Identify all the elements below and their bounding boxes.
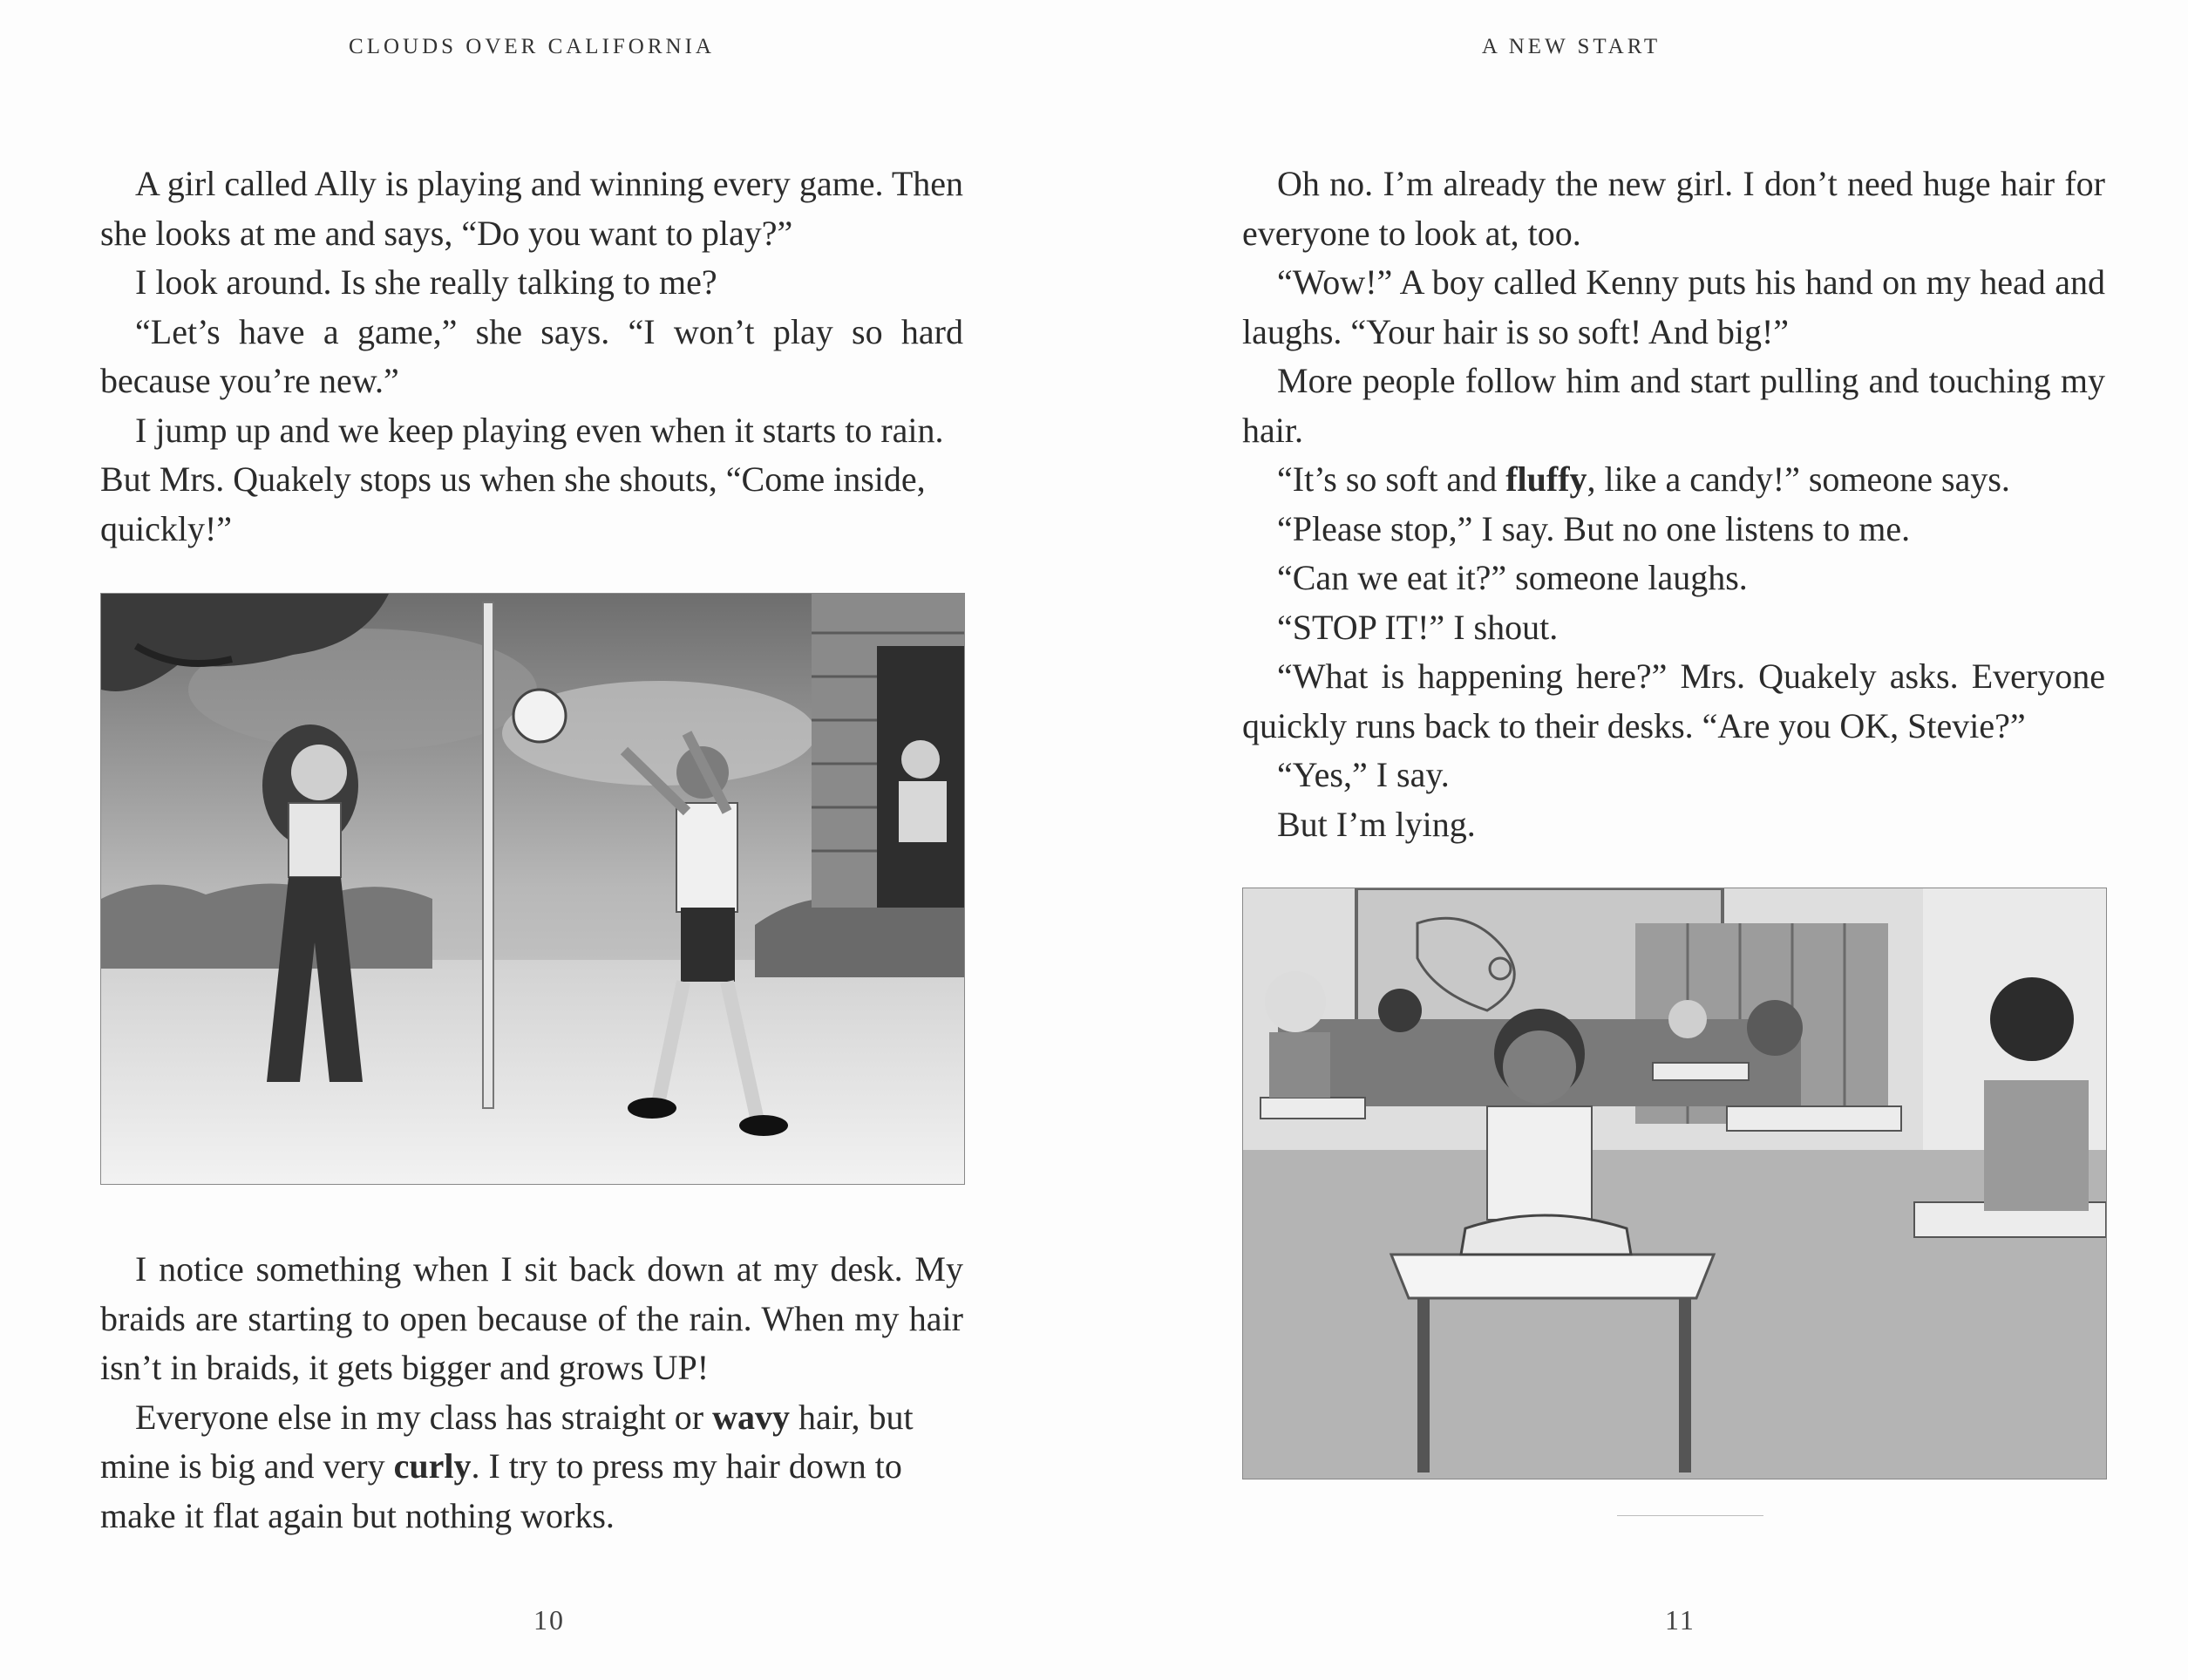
left-bottom-text xyxy=(100,1245,963,1541)
paragraph xyxy=(1242,455,2105,505)
text-run: , like a candy!” someone says. xyxy=(1587,459,2010,499)
paragraph: Oh no. I’m already the new girl. I don’t need huge hair for everyone to look at, too. xyxy=(1242,164,2105,253)
paragraph: “Can we eat it?” someone laughs. xyxy=(1277,558,1748,597)
playground-illustration xyxy=(100,593,965,1185)
paragraph xyxy=(100,1393,963,1541)
right-top-text xyxy=(1242,160,2105,849)
paragraph: More people follow him and start pulling and touching my hair. xyxy=(1242,361,2105,450)
running-head-left: CLOUDS OVER CALIFORNIA xyxy=(349,35,715,58)
bold-word: fluffy xyxy=(1505,459,1587,499)
paragraph: But I’m lying. xyxy=(1277,804,1476,844)
page-number-left: 10 xyxy=(533,1604,565,1636)
paragraph: A girl called Ally is playing and winning every game. Then she looks at me and says, “Do you want to play?” xyxy=(100,164,963,253)
bold-word: wavy xyxy=(712,1397,790,1437)
paragraph: “Wow!” A boy called Kenny puts his hand on my head and laughs. “Your hair is so soft! And big!” xyxy=(1242,262,2105,351)
left-top-text xyxy=(100,160,963,554)
text-run: “It’s so soft and xyxy=(1277,459,1506,499)
paragraph: “Please stop,” I say. But no one listens to me. xyxy=(1277,508,1911,548)
paragraph: I look around. Is she really talking to me? xyxy=(135,262,717,302)
running-head-right: A NEW START xyxy=(1481,35,1661,58)
paragraph: “STOP IT!” I shout. xyxy=(1277,607,1559,647)
text-run: . I try to press my hair down to make it flat again but nothing works. xyxy=(100,1446,902,1535)
bold-word: curly xyxy=(393,1446,472,1486)
paragraph: I jump up and we keep playing even when it starts to rain. But Mrs. Quakely stops us when she shouts, “Come inside, quickly!” xyxy=(100,410,944,548)
paragraph: “Let’s have a game,” she says. “I won’t play so hard because you’re new.” xyxy=(100,311,963,400)
paragraph: “Yes,” I say. xyxy=(1277,755,1450,794)
text-run: hair, but mine is big and very xyxy=(100,1397,914,1486)
text-run: Everyone else in my class has straight or xyxy=(135,1397,713,1437)
right-page xyxy=(1094,0,2188,1680)
decorative-rule xyxy=(1617,1515,1763,1516)
paragraph: “What is happening here?” Mrs. Quakely asks. Everyone quickly runs back to their desks. “Are you OK, Stevie?” xyxy=(1242,656,2105,745)
page-number-right: 11 xyxy=(1665,1604,1695,1636)
classroom-illustration xyxy=(1242,888,2107,1479)
paragraph: I notice something when I sit back down at my desk. My braids are starting to open because of the rain. When my hair isn’t in braids, it gets bigger and grows UP! xyxy=(100,1249,963,1387)
